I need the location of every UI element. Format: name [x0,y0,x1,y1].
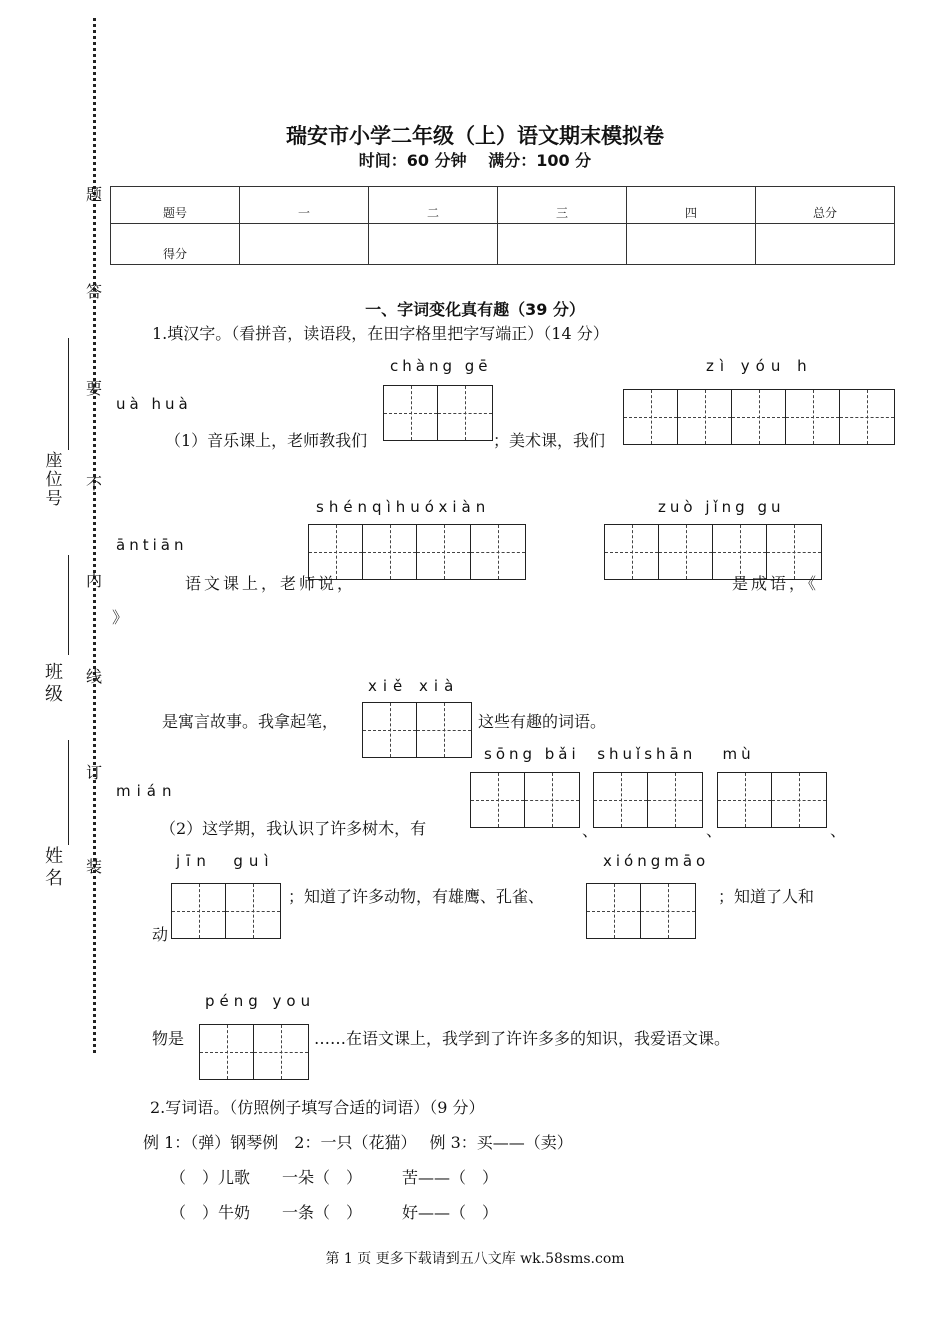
class-label: 班 级 [45,662,63,705]
pinyin: shénqìhuóxiàn [316,498,491,516]
separator: 、 [582,821,599,840]
pinyin: jīn guì [176,852,275,870]
score-header-cell: 二 [369,187,498,224]
score-input-cell[interactable] [369,224,498,265]
sentence-text: 这些有趣的词语。 [478,712,607,731]
score-header-cell: 一 [240,187,369,224]
pinyin: xiě xià [368,677,460,695]
margin-char-ti: 题 [85,185,102,204]
separator: 、 [830,821,847,840]
tianzige-grid[interactable] [383,385,493,441]
name-underline[interactable] [68,740,69,845]
margin-char-xian: 线 [85,667,102,686]
sentence-text: 物是 [152,1029,185,1048]
score-table [110,186,895,265]
sentence-text: ；美术课，我们 [493,431,606,450]
tianzige-grid[interactable] [593,772,703,828]
margin-char-nei: 内 [85,571,102,590]
score-header-cell: 总分 [756,187,895,224]
name-label: 姓 名 [45,846,63,889]
pinyin: chàng gē [390,357,492,375]
sentence-text: ……在语文课上，我学到了许许多多的知识，我爱语文课。 [314,1029,731,1048]
binding-dotted-line [93,18,96,1053]
pinyin: āntiān [116,536,188,554]
pinyin: sōng bǎi shuǐshān mù [484,745,755,763]
margin-char-bu: 不 [85,474,102,493]
exam-title: 瑞安市小学二年级（上）语文期末模拟卷 [286,124,664,148]
sentence-text: 是成语，《 [732,574,820,593]
sentence-text: 动 [152,925,169,944]
pinyin: uà huà [116,395,192,413]
score-input-cell[interactable] [498,224,627,265]
seat-underline[interactable] [68,338,69,450]
q2-example: 例 1：（弹）钢琴例 2：一只（花猫） 例 3：买——（卖） [143,1133,573,1152]
tianzige-grid[interactable] [623,389,895,445]
pinyin: péng you [205,992,316,1010]
exam-subtitle: 时间：60 分钟 满分：100 分 [358,151,592,170]
pinyin: zì yóu h [706,357,813,375]
tianzige-grid[interactable] [362,702,472,758]
q2-instruction: 2.写词语。（仿照例子填写合适的词语）（9 分） [150,1098,485,1117]
sentence-text: （1）音乐课上，老师教我们 [165,431,368,450]
margin-char-ding: 订 [85,763,102,782]
sentence-text: ；知道了许多动物，有雄鹰、孔雀、 [288,887,545,906]
margin-char-da: 答 [85,282,102,301]
tianzige-grid[interactable] [470,772,580,828]
score-header-cell: 题号 [111,187,240,224]
margin-char-zhuang: 装 [85,857,102,876]
sentence-text: （2）这学期，我认识了许多树木，有 [160,819,427,838]
separator: 、 [706,821,723,840]
class-underline[interactable] [68,555,69,655]
score-input-cell[interactable] [627,224,756,265]
pinyin: zuò jǐng gu [658,498,785,516]
page-footer: 第 1 页 更多下载请到五八文库 wk.58sms.com [325,1251,625,1267]
tianzige-grid[interactable] [199,1024,309,1080]
q1-instruction: 1.填汉字。（看拼音，读语段，在田字格里把字写端正）（14 分） [152,324,609,343]
sentence-text: 是寓言故事。我拿起笔， [162,712,339,731]
sentence-text: ；知道了人和 [718,887,815,906]
margin-char-yao: 要 [85,379,102,398]
pinyin: xióngmāo [603,852,710,870]
tianzige-grid[interactable] [171,883,281,939]
q2-row[interactable]: （ ）牛奶 一条（ ） 好——（ ） [170,1203,499,1222]
q2-row[interactable]: （ ）儿歌 一朵（ ） 苦——（ ） [170,1168,499,1187]
score-header-cell: 三 [498,187,627,224]
score-header-cell: 四 [627,187,756,224]
score-input-cell[interactable] [240,224,369,265]
seat-label: 座 位 号 [45,451,63,509]
sentence-text: 》 [112,608,129,627]
score-input-cell[interactable] [756,224,895,265]
sentence-text: 语文课上，老师说， [185,574,357,593]
tianzige-grid[interactable] [717,772,827,828]
score-row-label: 得分 [111,224,240,265]
section-heading: 一、字词变化真有趣（39 分） [365,300,585,319]
pinyin: mián [116,782,178,800]
tianzige-grid[interactable] [586,883,696,939]
